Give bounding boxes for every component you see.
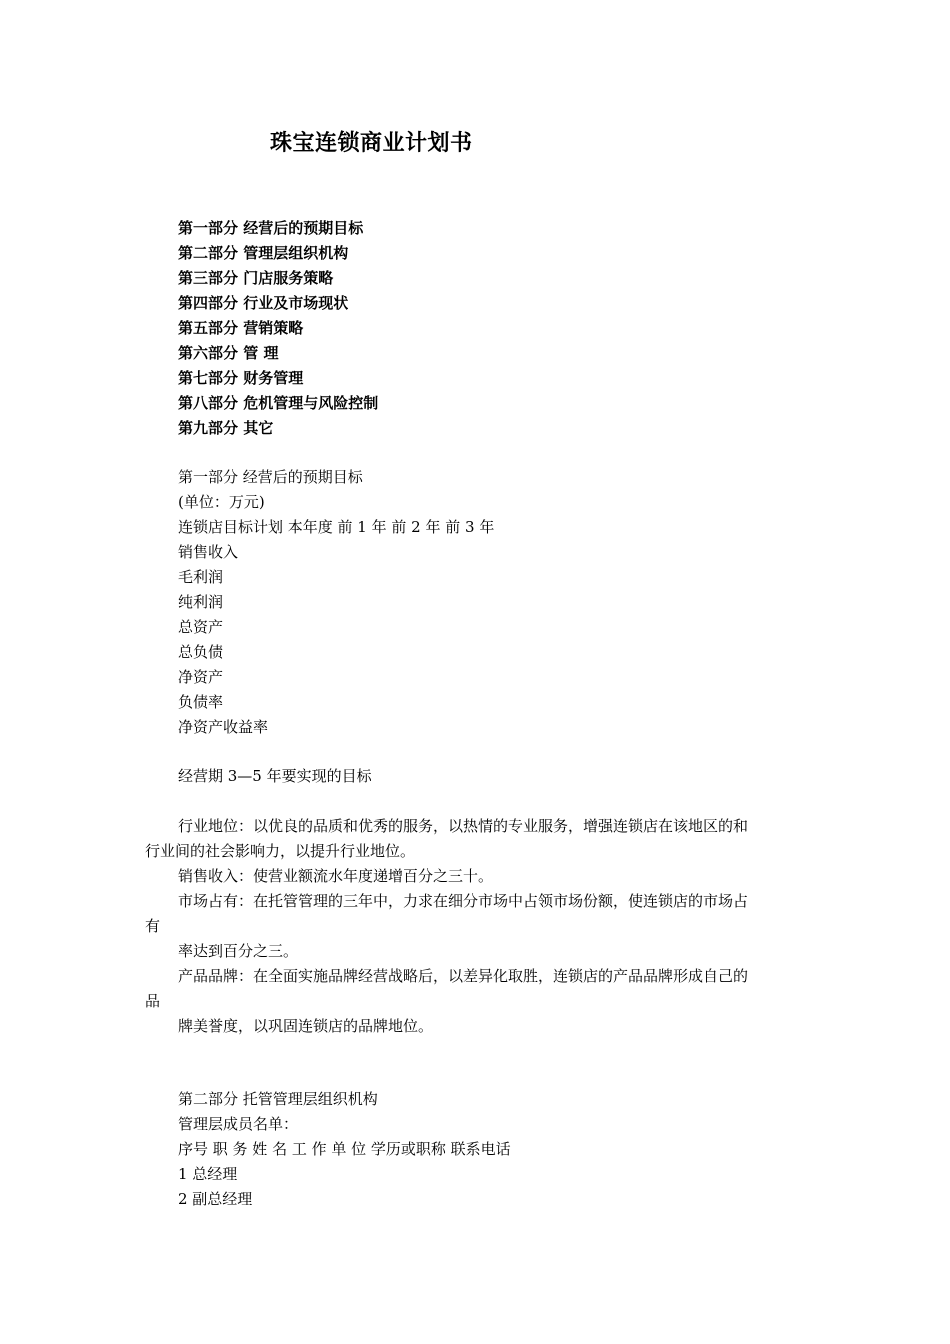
goal-brand-line: 品 bbox=[145, 992, 161, 1010]
goal-heading: 经营期 3—5 年要实现的目标 bbox=[178, 767, 372, 785]
table-of-contents bbox=[178, 216, 378, 441]
section-heading: 第二部分 托管管理层组织机构 bbox=[178, 1090, 378, 1108]
goal-brand-line: 牌美誉度，以巩固连锁店的品牌地位。 bbox=[178, 1017, 434, 1035]
toc-item: 第八部分 危机管理与风险控制 bbox=[178, 394, 379, 412]
goals-paragraphs bbox=[145, 814, 809, 1039]
target-row: 总负债 bbox=[178, 643, 224, 661]
toc-item: 第四部分 行业及市场现状 bbox=[178, 294, 349, 312]
goal-industry-line: 行业间的社会影响力，以提升行业地位。 bbox=[145, 842, 416, 860]
target-row: 负债率 bbox=[178, 693, 224, 711]
toc-item: 第五部分 营销策略 bbox=[178, 319, 304, 337]
section-heading: 第一部分 经营后的预期目标 bbox=[178, 468, 363, 486]
member-list-label: 管理层成员名单： bbox=[178, 1115, 299, 1133]
section-1-targets bbox=[178, 465, 494, 740]
toc-item: 第二部分 管理层组织机构 bbox=[178, 244, 349, 262]
goal-market-line: 率达到百分之三。 bbox=[178, 942, 299, 960]
target-row: 纯利润 bbox=[178, 593, 224, 611]
unit-note: (单位：万元) bbox=[178, 493, 265, 511]
goal-brand-line: 产品品牌：在全面实施品牌经营战略后，以差异化取胜，连锁店的产品品牌形成自己的 bbox=[178, 967, 749, 985]
member-row: 2 副总经理 bbox=[178, 1190, 253, 1208]
goal-market-line: 市场占有：在托管管理的三年中，力求在细分市场中占领市场份额，使连锁店的市场占 bbox=[178, 892, 749, 910]
toc-item: 第一部分 经营后的预期目标 bbox=[178, 219, 364, 237]
member-table-header: 序号 职 务 姓 名 工 作 单 位 学历或职称 联系电话 bbox=[178, 1140, 511, 1158]
toc-item: 第三部分 门店服务策略 bbox=[178, 269, 334, 287]
target-row: 总资产 bbox=[178, 618, 224, 636]
toc-item: 第六部分 管 理 bbox=[178, 344, 279, 362]
goal-market-line: 有 bbox=[145, 917, 161, 935]
toc-item: 第七部分 财务管理 bbox=[178, 369, 304, 387]
target-row: 净资产 bbox=[178, 668, 224, 686]
target-row: 净资产收益率 bbox=[178, 718, 269, 736]
toc-item: 第九部分 其它 bbox=[178, 419, 274, 437]
goal-sales-line: 销售收入：使营业额流水年度递增百分之三十。 bbox=[178, 867, 494, 885]
section-2-organization bbox=[178, 1087, 511, 1212]
goal-industry-line: 行业地位：以优良的品质和优秀的服务，以热情的专业服务，增强连锁店在该地区的和 bbox=[178, 817, 749, 835]
target-row: 毛利润 bbox=[178, 568, 224, 586]
target-table-header: 连锁店目标计划 本年度 前 1 年 前 2 年 前 3 年 bbox=[178, 518, 495, 536]
target-row: 销售收入 bbox=[178, 543, 239, 561]
document-title: 珠宝连锁商业计划书 bbox=[270, 131, 473, 156]
member-row: 1 总经理 bbox=[178, 1165, 238, 1183]
